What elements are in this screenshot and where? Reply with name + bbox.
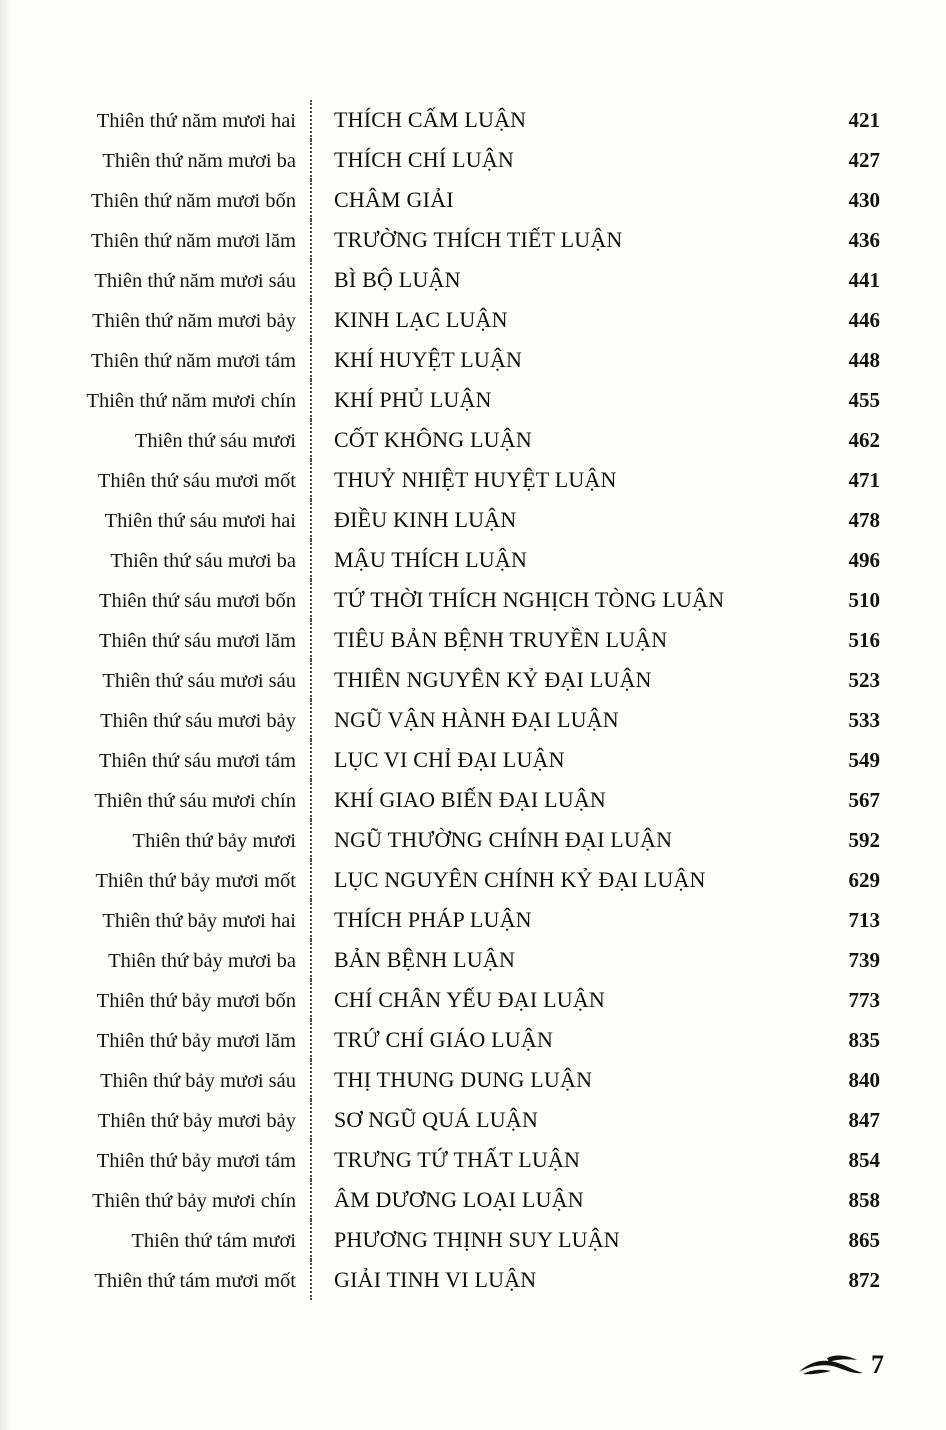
toc-entry[interactable] [62, 660, 884, 700]
toc-entry-chapter: Thiên thứ năm mươi hai [96, 110, 296, 132]
toc-entry-page: 478 [848, 508, 880, 532]
toc-entry-title: THUỶ NHIỆT HUYỆT LUẬN [334, 467, 617, 492]
toc-entry-page: 835 [848, 1028, 880, 1052]
toc-entry[interactable] [62, 740, 884, 780]
toc-entry[interactable] [62, 1260, 884, 1300]
toc-entry-title: KHÍ PHỦ LUẬN [334, 387, 492, 412]
toc-entry-page: 427 [848, 148, 880, 172]
toc-entry-chapter: Thiên thứ sáu mươi ba [110, 550, 296, 572]
toc-entry-page: 629 [848, 868, 880, 892]
toc-entry-chapter: Thiên thứ sáu mươi lăm [98, 630, 296, 652]
toc-entry[interactable] [62, 180, 884, 220]
toc-entry-chapter: Thiên thứ bảy mươi [132, 830, 296, 852]
toc-entry[interactable] [62, 780, 884, 820]
toc-entry-chapter: Thiên thứ năm mươi bảy [92, 310, 296, 332]
toc-entry-chapter: Thiên thứ sáu mươi sáu [102, 670, 296, 692]
toc-entry-title: KHÍ HUYỆT LUẬN [334, 347, 523, 372]
toc-entry-title: ĐIỀU KINH LUẬN [334, 507, 517, 532]
toc-entry-chapter: Thiên thứ bảy mươi mốt [95, 870, 296, 892]
page-edge-shadow [0, 0, 10, 1430]
toc-entry[interactable] [62, 1060, 884, 1100]
toc-entry[interactable] [62, 900, 884, 940]
toc-entry-title: TRƯNG TỨ THẤT LUẬN [334, 1147, 581, 1172]
toc-entry[interactable] [62, 700, 884, 740]
toc-entry[interactable] [62, 260, 884, 300]
toc-entry-page: 865 [848, 1228, 880, 1252]
toc-entry-chapter: Thiên thứ sáu mươi chín [94, 790, 296, 812]
toc-entry-chapter: Thiên thứ bảy mươi bốn [96, 990, 296, 1012]
toc-entry-title: LỤC VI CHỈ ĐẠI LUẬN [334, 747, 565, 772]
page-footer [797, 1352, 884, 1378]
toc-entry-title: THÍCH CHÍ LUẬN [334, 147, 515, 172]
toc-entry-chapter: Thiên thứ sáu mươi tám [98, 750, 296, 772]
toc-entry-page: 436 [848, 228, 880, 252]
toc-entry-chapter: Thiên thứ năm mươi ba [102, 150, 296, 172]
toc-entry-title: CHÍ CHÂN YẾU ĐẠI LUẬN [334, 987, 606, 1012]
toc-entry[interactable] [62, 220, 884, 260]
toc-entry-chapter: Thiên thứ năm mươi tám [91, 350, 296, 372]
toc-entry-page: 854 [848, 1148, 880, 1172]
toc-entry-title: ÂM DƯƠNG LOẠI LUẬN [334, 1187, 584, 1212]
toc-entry-chapter: Thiên thứ sáu mươi mốt [97, 470, 296, 492]
toc-entry-page: 533 [848, 708, 880, 732]
toc-entry-title: PHƯƠNG THỊNH SUY LUẬN [334, 1227, 620, 1252]
toc-entry-title: NGŨ THƯỜNG CHÍNH ĐẠI LUẬN [334, 827, 673, 852]
toc-entry-page: 441 [848, 268, 880, 292]
toc-entry[interactable] [62, 1180, 884, 1220]
toc-entry-chapter: Thiên thứ tám mươi mốt [94, 1270, 296, 1292]
toc-entry[interactable] [62, 300, 884, 340]
toc-entry[interactable] [62, 1220, 884, 1260]
toc-entry[interactable] [62, 620, 884, 660]
toc-entry-title: TRỨ CHÍ GIÁO LUẬN [334, 1027, 554, 1052]
toc-entry-title: BÌ BỘ LUẬN [334, 267, 461, 292]
page-number: 7 [871, 1350, 884, 1379]
toc-entry[interactable] [62, 420, 884, 460]
toc-entry-chapter: Thiên thứ sáu mươi [134, 430, 296, 452]
toc-entry[interactable] [62, 140, 884, 180]
toc-entry[interactable] [62, 820, 884, 860]
table-of-contents [62, 100, 884, 1300]
toc-entry-title: TIÊU BẢN BỆNH TRUYỀN LUẬN [334, 627, 668, 652]
toc-entry-chapter: Thiên thứ tám mươi [131, 1230, 296, 1252]
toc-entry-title: SƠ NGŨ QUÁ LUẬN [334, 1107, 539, 1132]
toc-entry-title: THÍCH CẤM LUẬN [334, 107, 527, 132]
toc-entry-title: GIẢI TINH VI LUẬN [334, 1267, 537, 1292]
toc-entry-chapter: Thiên thứ năm mươi chín [86, 390, 296, 412]
toc-entry-chapter: Thiên thứ bảy mươi ba [108, 950, 296, 972]
toc-entry[interactable] [62, 340, 884, 380]
toc-entry[interactable] [62, 860, 884, 900]
toc-entry-title: THỊ THUNG DUNG LUẬN [334, 1067, 593, 1092]
toc-entry-title: KHÍ GIAO BIẾN ĐẠI LUẬN [334, 787, 607, 812]
toc-entry-page: 471 [848, 468, 880, 492]
toc-entry-chapter: Thiên thứ sáu mươi bảy [100, 710, 296, 732]
toc-entry[interactable] [62, 500, 884, 540]
toc-entry-chapter: Thiên thứ bảy mươi bảy [97, 1110, 296, 1132]
toc-entry[interactable] [62, 1140, 884, 1180]
toc-entry-page: 496 [848, 548, 880, 572]
toc-entry-page: 713 [848, 908, 880, 932]
toc-entry[interactable] [62, 940, 884, 980]
toc-entry-page: 510 [848, 588, 880, 612]
toc-entry[interactable] [62, 1020, 884, 1060]
toc-entry[interactable] [62, 380, 884, 420]
toc-entry-title: THÍCH PHÁP LUẬN [334, 907, 532, 932]
toc-entry-chapter: Thiên thứ năm mươi lăm [91, 230, 296, 252]
toc-entry-page: 446 [848, 308, 880, 332]
toc-entry[interactable] [62, 980, 884, 1020]
toc-entry-title: TRƯỜNG THÍCH TIẾT LUẬN [334, 227, 623, 252]
toc-entry-page: 462 [848, 428, 880, 452]
toc-entry-page: 858 [848, 1188, 880, 1212]
toc-entry-page: 455 [848, 388, 880, 412]
toc-entry-page: 523 [848, 668, 880, 692]
toc-entry-chapter: Thiên thứ bảy mươi sáu [100, 1070, 296, 1092]
toc-entry-chapter: Thiên thứ bảy mươi hai [102, 910, 296, 932]
toc-entry-page: 421 [848, 108, 880, 132]
toc-entry-title: TỨ THỜI THÍCH NGHỊCH TÒNG LUẬN [334, 587, 725, 612]
toc-entry-page: 773 [848, 988, 880, 1012]
toc-entry-page: 448 [848, 348, 880, 372]
toc-entry-chapter: Thiên thứ năm mươi bốn [90, 190, 296, 212]
toc-entry-page: 549 [848, 748, 880, 772]
toc-entry-page: 516 [848, 628, 880, 652]
toc-entry-title: MẬU THÍCH LUẬN [334, 547, 528, 572]
toc-entry-title: CHÂM GIẢI [334, 187, 454, 212]
toc-entry-title: THIÊN NGUYÊN KỶ ĐẠI LUẬN [334, 667, 652, 692]
toc-entry-chapter: Thiên thứ sáu mươi hai [104, 510, 296, 532]
toc-entry-chapter: Thiên thứ bảy mươi chín [92, 1190, 296, 1212]
toc-entry-page: 840 [848, 1068, 880, 1092]
toc-entry-chapter: Thiên thứ bảy mươi tám [96, 1150, 296, 1172]
toc-entry[interactable] [62, 1100, 884, 1140]
toc-entry-chapter: Thiên thứ năm mươi sáu [94, 270, 296, 292]
flourish-ornament-icon [797, 1352, 867, 1378]
toc-entry-page: 872 [848, 1268, 880, 1292]
toc-entry-title: LỤC NGUYÊN CHÍNH KỶ ĐẠI LUẬN [334, 867, 706, 892]
toc-entry-chapter: Thiên thứ sáu mươi bốn [98, 590, 296, 612]
toc-entry-page: 739 [848, 948, 880, 972]
toc-entry[interactable] [62, 580, 884, 620]
toc-entry-title: NGŨ VẬN HÀNH ĐẠI LUẬN [334, 707, 619, 732]
toc-entry-title: BẢN BỆNH LUẬN [334, 947, 516, 972]
toc-entry[interactable] [62, 100, 884, 140]
toc-entry-page: 847 [848, 1108, 880, 1132]
toc-entry-chapter: Thiên thứ bảy mươi lăm [96, 1030, 296, 1052]
toc-entry-page: 567 [848, 788, 880, 812]
toc-entry[interactable] [62, 540, 884, 580]
toc-entry-title: CỐT KHÔNG LUẬN [334, 427, 532, 452]
toc-entry[interactable] [62, 460, 884, 500]
toc-entry-title: KINH LẠC LUẬN [334, 307, 508, 332]
toc-entry-page: 592 [848, 828, 880, 852]
toc-entry-page: 430 [848, 188, 880, 212]
